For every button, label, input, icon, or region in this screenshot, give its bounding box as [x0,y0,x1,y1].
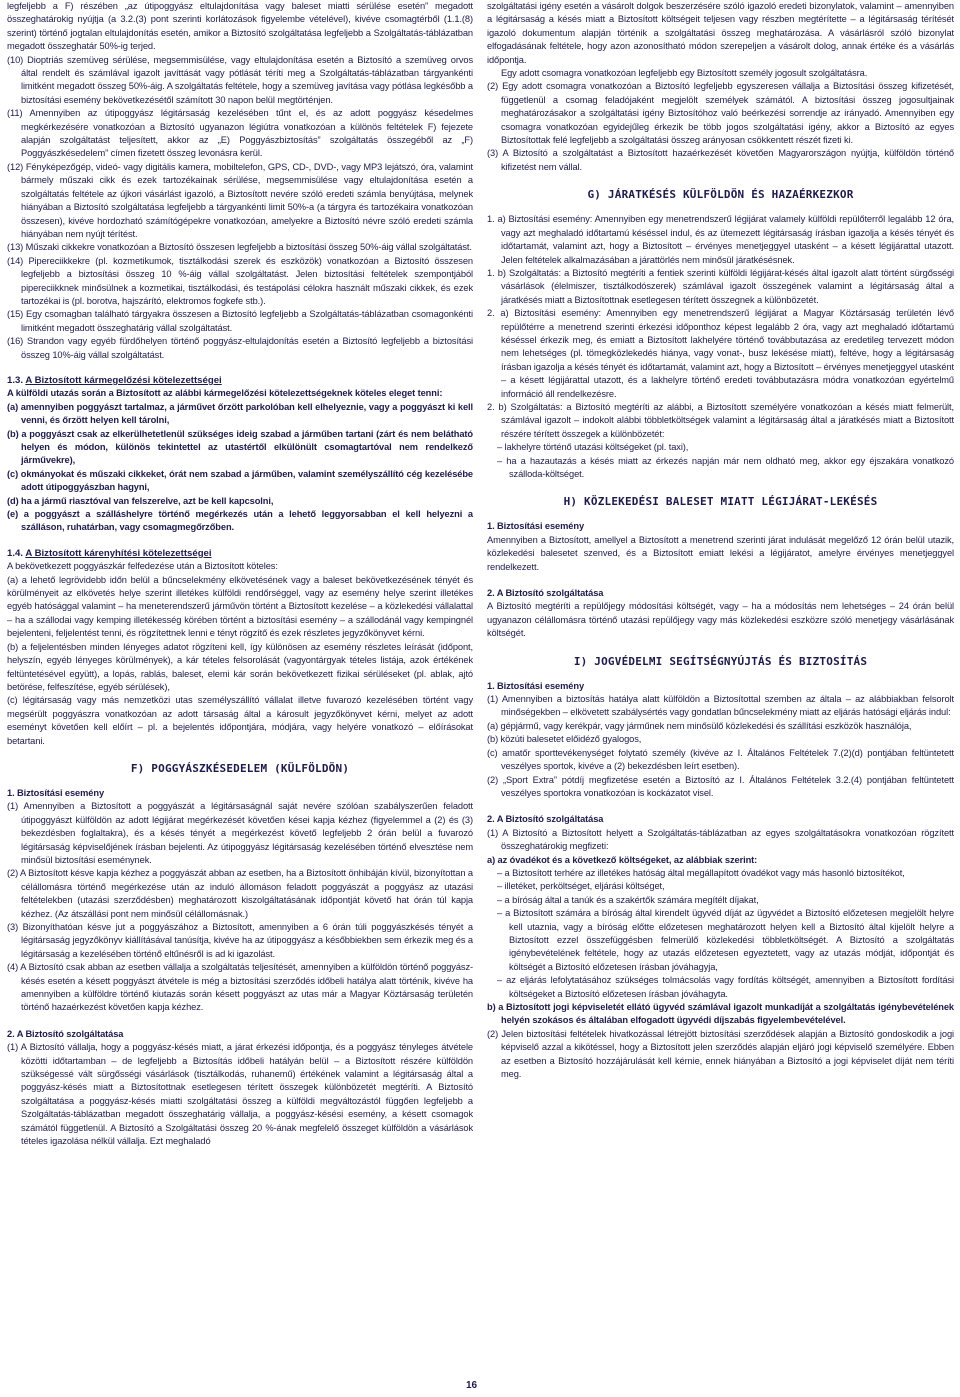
section-1-3-item-a: (a) amennyiben poggyászt tartalmaz, a járművet őrzött parkolóban kell elhelyeznie, vagy a poggyászt ki kell venni, és őrzött helyen kell tárolni, [7,401,473,426]
section-1-4-item-a: (a) a lehető legrövidebb időn belül a bűncselekmény elkövetésének vagy a baleset bekövetkezésének tényét és körülményeit az elkövetés helye szerint illetékes külföldi rendőrséggel, vagy az esemény helye szerint illetékes egyéb hatósággal valamint – ha meneterendszerű járművön történt a Biztosított kezelése – a közlekedési vállalattal – ha a szállodai vagy kemping illetékesség körében történt a biztosítási esemény – a szállodánál vagy kempingnél bejelenteni, feljelentést tenni, és rögzítettnek lenni e tényt rögzítő és ezek részletes jegyzőkönyvet kérni. [7,574,473,639]
section-i-service-a: a) az óvadékot és a következő költségeket, az alábbiak szerint: [487,854,758,865]
section-h-heading: H) KÖZLEKEDÉSI BALESET MIATT LÉGIJÁRAT-LEKÉSÉS [563,495,878,509]
section-1-3-item-c: (c) okmányokat és műszaki cikkeket, órát nem szabad a járműben, valamint személyszállító cég kezelésébe adott útipoggyászban hagyni, [7,468,473,493]
section-i-service-1: (1) A Biztosító a Biztosított helyett a Szolgáltatás-táblázatban az egyes szolgáltatásokra vonatkozóan rögzített összeghatárokig megfizeti: [487,827,954,852]
section-1-3-intro: A külföldi utazás során a Biztosított az alábbi kármegelőzési kötelezettségeknek köteles eleget tenni: [7,388,443,399]
section-f-item-2: (2) A Biztosított késve kapja kézhez a poggyászát abban az esetben, ha a Biztosított önhibáján kívül, bizonyítottan a célállomásra történő megérkezése után az induló állomáson feladott poggyászát a poggyász az utazási feltételekben (utazási szerződésben) meghatározott kiszolgáltatásának időpontját követő hat órán túl kapja kézhez. (Az átszállási pont nem minősül célállomásnak.) [7,868,473,919]
section-1-3-item-b: (b) a poggyászt csak az elkerülhetetlenül szükséges ideig szabad a járműben tartani (zárt és nem belátható helyen és módon, különös tekintettel az utastértől elkülönült csomagtartóval nem rendelkező járművekre), [7,428,473,466]
paragraph-13: (13) Műszaki cikkekre vonatkozóan a Biztosító összesen legfeljebb a biztosítási összeg 50%-áig vállal szolgáltatást. [7,242,472,253]
paragraph-continuation: legfeljebb a F) részében „az útipoggyász eltulajdonítása vagy baleset miatti sérülése esetén” megadott összeghatárokig nyújtja (a 3.2.(3) pont szerinti korlátozások figyelembe vételével), kivéve csomagtérből (1.1.(8) szerint) történő jogtalan eltulajdonítás esetén, amikor a Biztosító szolgáltatása legfeljebb a Szolgáltatás-táblázatban megadott összeghatár 50%-ig terjed. [7,1,473,52]
section-i-service-b: b) a Biztosított jogi képviseletét ellátó ügyvéd számlával igazolt munkadíját a szolgáltatás igénybevételének helyén szokásos és általában elfogadott ügyvédi díjszabás figyelembevételével. [487,1002,954,1026]
section-i-dash-4: – a Biztosított számára a bíróság által kirendelt ügyvéd díját az ügyvédet a Biztosító előzetesen megjelölt helyre kell utaznia, vagy a bíróság előtte előzetesen meghatározott helyen kell a Biztosító által kijelölt helyre a Biztosított ezzel összefüggésben felmerülő közlekedési többletköltségét. A Biztosító a szolgáltatás igénybevételének feltétele, hogy az utazás előzetesen egyeztetett, vagy az utazás módját, időpontját és költségét a Biztosító előzetesen írásban jóváhagyja, [497,908,954,972]
section-1-4-title: 1.4. A Biztosított kárenyhítési kötelezettségei [7,547,212,559]
paragraph-12: (12) Fényképezőgép, videó- vagy digitális kamera, mobiltelefon, GPS, CD-, DVD-, vagy MP3 lejátszó, óra, valamint bármely műszaki cikk és ezek tartozékainak sérülése, megsemmisülése vagy eltulajdonítása esetén a szolgáltatás feltétele az újkori vásárlást igazoló, a Biztosított nevére szóló eredeti számla benyújtása, melynek hiányában a Biztosító szolgáltatása legfeljebb a tárgyankénti limit 50%-a (a tárgyra és tartozékaira vonatkozóan összesen), kivéve hordozható számítógépekre vonatkozóan, amelyekre a Biztosító névre szóló eredeti számla hiányában nem nyújt térítést. [7,161,473,239]
section-f-item-1: (1) Amennyiben a Biztosított a poggyászát a légitársaságnál saját nevére szólóan szabályszerűen feladott útipoggyászt külföldön az adott légijárat megérkezését követően kései kapja kézhez (figyelemmel a (2) és (3) bekezdésben foglaltakra), és a késés tényét a megérkezést követő legfeljebb 2 órán belül a fuvarozó légitársaság képviselőjének írásban bejelenti. Az útipoggyász légitársaság kezelésében történő elvesztése nem minősül biztosítási eseménynek. [7,801,473,865]
section-i-dash-3: – a bíróság által a tanúk és a szakértők számára megítélt díjakat, [497,894,759,905]
section-i-sub2: 2. A Biztosító szolgáltatása [487,814,604,825]
right-item-2: (2) Egy adott csomagra vonatkozóan a Biztosító legfeljebb egyszeresen vállalja a Biztosítási összeg kifizetését, függetlenül a csomag feladójaként megjelölt személyek számától. A biztosítási összeg jogosultjainak meghatározásakor a szolgáltatási igény Biztosítóhoz való beérkezési sorrendje az irányadó. Amennyiben egy csomagra vonatkozóan egyidejűleg érkezik be több jogos szolgáltatási igény, akkor a Biztosító az egyes Biztosítottak felé legfeljebb a szolgáltatási összeg arányosan csökkentett részét fizeti ki. [487,81,954,146]
section-g-1a: 1. a) Biztosítási esemény: Amennyiben egy menetrendszerű légijárat valamely külföldi repülőterről legalább 12 óra, vagy azt meghaladó időtartamú késéssel indul, és az ütemezett légitársaság írásban igazolja a késés tényét és időtartamát, valamint azt, hogy a Biztosított – érvényes menetjeggyel utasként – a késett légijárattal utazott. Jelen feltételek alkalmazásában a járattörlés nem minősül járatkésésnek. [487,214,954,265]
section-f-sub1: 1. Biztosítási esemény [7,787,105,798]
right-single-person: Egy adott csomagra vonatkozóan legfeljebb egy Biztosított személy jogosult szolgáltatásra. [501,68,868,79]
section-h-text2: A Biztosító megtéríti a repülőjegy módosítási költségét, vagy – ha a módosítás nem lehetséges – 24 órán belül ugyanazon célállomásra történő utazási repülőjegy vagy más közlekedési eszközre szóló menetjegy vásárlásának költségét. [487,601,954,639]
section-g-1b: 1. b) Szolgáltatás: a Biztosító megtéríti a fentiek szerinti külföldi légijárat-késés által igazolt alatt történt sürgősségi vásárlások (élelmiszer, tisztálkodószerek) számlával igazolt összegének valamint a légitársaság által a járatkésés miatt a Biztosítottnak esetlegesen térített összegnek a különbözetét. [487,267,954,305]
section-f-service-1: (1) A Biztosító vállalja, hogy a poggyász-késés miatt, a járat érkezési időpontja, és a poggyász tényleges átvétele közötti időtartamban – de legfeljebb a Biztosítás időbeli hatályán belül – a Biztosított részére külföldön szükségessé vált sürgősségi vásárlások (tisztálkodás, ruhanemű) értékének valamint a légitársaság által a poggyász-késés miatt a Biztosítottnak esetlegesen térített összegek különbözetét megtéríti. A Biztosító szolgáltatása a poggyász-késés miatti szolgáltatási összeg a külföldi megváltozástól függően legfeljebb a Szolgáltatás-táblázatban megadott összeghatárig vállalja, a poggyász-késési esemény, a késett csomagok számától függetlenül. A Biztosító a Szolgáltatási összeg 20 %-ának megfelelő összeget külföldön a vásárlások tételes igazolása nélkül vállalja. Ezt meghaladó [7,1042,473,1147]
section-i-dash-1: – a Biztosított terhére az illetékes hatóság által megállapított óvadékot vagy más hasonló biztosítékot, [497,867,905,878]
right-column [487,0,954,1081]
paragraph-16: (16) Strandon vagy egyéb fürdőhelyen történő poggyász-eltulajdonítás esetén a Biztosító legfeljebb a biztosítási összeg 10%-áig vállal szolgáltatást. [7,336,473,360]
section-h-sub2: 2. A Biztosító szolgáltatása [487,588,604,599]
paragraph-10: (10) Dioptriás szemüveg sérülése, megsemmisülése, vagy eltulajdonítása esetén a Biztosító a szemüveg orvos által rendelt és számlával igazolt javíttását vagy pótlását téríti meg a Szolgáltatás-táblázatban tárgyankénti limitként megadott összeg 50%-áig. A szolgáltatás feltétele, hogy a szemüveg javítása vagy pótlása legkésőbb a biztosítási esemény bekövetkezésétől számított 30 napon belül megtörténjen. [7,54,473,105]
section-1-4-item-c: (c) légitársaság vagy más nemzetközi utas személyszállító vállalat illetve fuvarozó kezelésében történt vagy megsérült poggyászra vonatkozóan az adott társaság által a károsult jegyzőkönyvet kérni, melyet az adott eseményt követően kell előírt – pl. a bejelentés időpontjára, módjára, vagy helyére vonatkozó – előírásokat betartani. [7,695,473,746]
section-1-3-title: 1.3. A Biztosított kármegelőzési kötelezettségei [7,374,222,386]
section-h-sub1: 1. Biztosítási esemény [487,521,585,532]
section-i-item-1: (1) Amennyiben a biztosítás hatálya alatt külföldön a Biztosítottal szemben az általa – az alábbiakban felsorolt minőségekben – elkövetett szabálysértés vagy gondatlan bűncselekmény miatt az eljárás hatósági eljárás indul: [487,694,954,718]
section-i-service-2: (2) Jelen biztosítási feltételek hivatkozással létrejött biztosítási szerződések alapján a Biztosító gondoskodik a jogi képviselő azzal a kikötéssel, hogy a Biztosított jelen szerződés alapján eljáró jogi képviselő személyére. Ebben az esetben a Biztosító hozzájárulását kell kérnie, ennek hiányában a Biztosító a jogi képviselet díját nem téríti meg. [487,1028,954,1080]
section-i-item-c: (c) amatőr sporttevékenységet folytató személy (kivéve az I. Általános Feltételek 7.(2)(d) pontjában feltüntetett veszélyes sportok, kivéve a (2) bekezdésben leírt esetben). [487,747,954,772]
paragraph-14: (14) Pipereciikkekre (pl. kozmetikumok, tisztálkodási szerek és eszközök) vonatkozóan a Biztosító összesen legfeljebb a biztosítási összeg 10 %-áig vállal szolgáltatást. Jelen biztosítási feltételek szempontjából pipereciikknek minősülnek a kozmetikai, tisztálkodási, és testápolási célokra használt műszaki cikkek, és ezek tartozékai is (pl. borotva, hajszárító, elektromos fogkefe stb.). [7,255,473,306]
section-g-dash-2: – ha a hazautazás a késés miatt az érkezés napján már nem oldható meg, akkor egy éjszakára vonatkozó szálloda-költséget. [497,455,954,479]
left-column [7,0,473,1149]
section-1-3-item-d: (d) ha a jármű riasztóval van felszerelve, azt be kell kapcsolni, [7,495,274,506]
section-i-heading: I) JOGVÉDELMI SEGÍTSÉGNYÚJTÁS ÉS BIZTOSÍTÁS [573,654,868,668]
section-g-2b: 2. b) Szolgáltatás: a Biztosító megtéríti az alábbi, a Biztosított személyére vonatkozóan a késés miatt felmerült, számlával igazolt – indokolt alábbi többletköltségek valamint a légitársaság által a járatkésés miatt a Biztosított részére térített összegek a különbözetét: [487,401,954,439]
section-i-item-2: (2) „Sport Extra” pótdíj megfizetése esetén a Biztosító az I. Általános Feltételek 3.2.(4) pontjában feltüntetett veszélyes sportokra vonatkozóan is kockázatot visel. [487,774,954,798]
paragraph-15: (15) Egy csomagban található tárgyakra összesen a Biztosító legfeljebb a Szolgáltatás-táblázatban csomagonkénti limitként megadott összeghatárig vállal szolgáltatást. [7,309,473,333]
section-1-3-item-e: (e) a poggyászt a szálláshelyre történő megérkezés után a lehető leggyorsabban el kell helyezni a szálláson, ruhatárban, vagy csomagmegőrzőben. [7,509,473,533]
right-continuation: szolgáltatási igény esetén a vásárolt dolgok beszerzésére szóló igazoló eredeti bizonylatok, valamint – amennyiben a légitársaság a késés miatt a Biztosított költségeit teljesen vagy részben megtérítette – a légitársaság térítését igazoló dokumentum alapján történik a szolgáltatási összeg meghatározása. A vásárlásról szóló bizonylat elfogadásának feltétele, hogy azon azonosítható módon szerepeljen a vásárolt dolog, annak értéke és a vásárlás időpontja. [487,1,954,65]
section-1-4-item-b: (b) a feljelentésben minden lényeges adatot rögzíteni kell, így különösen az esemény részletes leírását (időpont, helyszín, egyéb lényeges körülmények), a kár tételes felsorolását (vagyontárgyak tételes listája, azok értékének feltüntetésével együtt), a lopás, rablás, baleset, elemi kár során bekövetkezett fizikai sérüléseket (pl. ablak, ajtó betörése, felfeszítése, egyéb sérülések), [7,641,473,692]
section-i-dash-2: – illetéket, perköltséget, eljárási költséget, [497,881,665,892]
section-i-dash-5: – az eljárás lefolytatásához szükséges tolmácsolás vagy fordítás költségét, amennyiben a Biztosított fordítási költségeket a Biztosító előzetesen írásban jóváhagyta. [497,975,954,999]
section-i-item-a: (a) gépjármű, vagy kerékpár, vagy járműnek nem minősülő közlekedési és szállítási eszközök használója, [487,720,912,731]
section-1-4-intro: A bekövetkezett poggyászkár felfedezése után a Biztosított köteles: [7,561,278,572]
section-f-item-3: (3) Bizonyíthatóan késve jut a poggyászához a Biztosított, amennyiben a 6 órán túli poggyászkésés tényét a légitársaság jegyzőkönyv kiállításával tanúsítja, kivéve ha az útipoggyász a későbbiekben sem érkezik meg és a légitársaság a kezelésében történő eltűnésről is ad ki igazolást. [7,922,473,959]
section-1-3-body [7,387,473,534]
section-g-dash-1: – lakhelyre történő utazási költségeket (pl. taxi), [497,442,689,453]
paragraph-11: (11) Amennyiben az útipoggyász légitársaság kezelésében tűnt el, és az adott poggyász késedelmes megkérkezésére vonatkozóan a Biztosító ugyanazon légiútra vonatkozóan a különös feltételek F) fejezete alapján szolgáltatást teljesített, akkor az „E) Poggyászbiztosítás” szolgáltatás összegéből az „F) Poggyászkésedelem” címen fizetett összeg levonásra kerül. [7,108,473,159]
section-i-sub1: 1. Biztosítási esemény [487,680,585,691]
right-item-3: (3) A Biztosító a szolgáltatást a Biztosított hazaérkezését követően Magyarországon nyújtja, külföldön történő kifizetést nem vállal. [487,148,954,172]
section-f-item-4: (4) A Biztosító csak abban az esetben vállalja a szolgáltatás teljesítését, amennyiben a külföldön történő poggyász-késés esetén a késett poggyászt átvétele is még a biztosítási szerződés időbeli hatálya alatt történik, kivéve ha amennyiben a külföldre történő kiutazás során késett poggyászt az utas már a Magyar Köztársaság területén történő hazaérkezést követően kapja kézhez. [7,962,473,1013]
page-number: 16 [466,1380,478,1391]
section-f-sub2: 2. A Biztosító szolgáltatása [7,1028,124,1039]
section-f-heading: F) POGGYÁSZKÉSEDELEM (KÜLFÖLDÖN) [130,761,350,775]
section-g-2a: 2. a) Biztosítási esemény: Amennyiben egy menetrendszerű légijárat a Magyar Köztársaság területén lévő repülőtérre a menetrend szerinti érkezési időponthoz képest legalább 2 óra, vagy azt meghaladó időtartamú késéssel érkezik meg, és emiatt a Biztosított lakhelyére történő továbbutazása az eredetileg tervezett módon nem lehetséges (pl. tömegközlekedés hiánya, vagy vonat-, busz lekésése miatt), feltéve, hogy a légitársaság írásban igazolja a késés tényét és időtartamát, valamint azt, hogy a Biztosított – érvényes menetjeggyel utasként – a késett légijárattal utazott, és a lakhelyre történő eredeti továbbutazásra módra vonatkozóan egyértelmű információ áll rendelkezésre. [487,308,954,399]
section-g-heading: G) JÁRATKÉSÉS KÜLFÖLDÖN ÉS HAZAÉRKEZKOR [587,188,854,202]
section-i-item-b: (b) közúti balesetet előidéző gyalogos, [487,734,642,745]
section-h-text1: Amennyiben a Biztosított, amellyel a Biztosított a menetrend szerinti járat indulását megelőző 12 órán belül utazik, közlekedési balesetet szenved, és a Biztosított emiatt lekési a légijáratot, amelyre érvényes menetjeggyel rendelkezett. [487,534,954,572]
